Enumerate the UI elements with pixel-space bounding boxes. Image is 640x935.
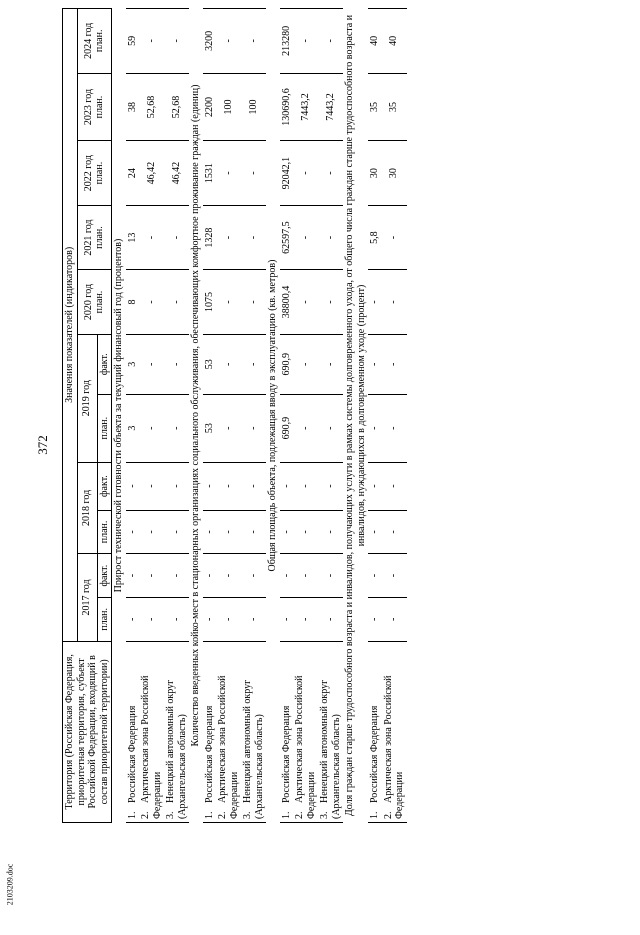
value-cell: - — [318, 270, 343, 334]
value-cell: 690,9 — [280, 334, 294, 394]
table-row — [139, 9, 164, 823]
table-row — [382, 9, 407, 823]
value-cell: - — [241, 334, 266, 394]
territory-header: Территория (Российская Федерация, приоритетная территория, субъект Российской Федерации, входящий в состав приоритетной территории) — [63, 641, 112, 822]
value-cell: - — [318, 394, 343, 462]
value-cell: 59 — [126, 9, 140, 74]
value-cell: - — [216, 462, 241, 510]
value-cell: - — [241, 554, 266, 598]
year-2024-header: 2024 год план. — [77, 9, 112, 74]
value-cell: 30 — [382, 141, 407, 205]
table-row — [203, 9, 217, 823]
territory-name: Российская Федерация — [203, 705, 215, 803]
value-cell: - — [139, 597, 164, 641]
value-cell: - — [382, 394, 407, 462]
value-cell: - — [318, 510, 343, 554]
section-title: Количество введенных койко-мест в стационарных организациях социального обслуживания, обеспечивающих комфортное проживание граждан (единиц) — [190, 84, 201, 747]
value-cell: - — [126, 510, 140, 554]
value-cell: 38800,4 — [280, 270, 294, 334]
value-cell: 3 — [126, 334, 140, 394]
row-number: 1. — [203, 811, 215, 819]
value-cell: 52,68 — [164, 73, 189, 141]
row-number: 2. — [382, 811, 394, 819]
year-2022-header: 2022 год план. — [77, 141, 112, 205]
value-cell: 3200 — [203, 9, 217, 74]
year-2018-header: 2018 год — [77, 462, 97, 554]
value-cell: - — [293, 205, 318, 269]
territory-name: Российская Федерация — [369, 705, 380, 803]
territory-name: Арктическая зона Российской Федерации — [217, 675, 240, 819]
row-number: 2. — [217, 811, 228, 819]
row-number: 2. — [294, 811, 305, 819]
value-cell: - — [203, 597, 217, 641]
value-cell: 3 — [126, 394, 140, 462]
table-row — [318, 9, 343, 823]
table-row — [241, 9, 266, 823]
value-cell: - — [164, 462, 189, 510]
territory-cell — [382, 641, 407, 822]
fact-2017-header: факт. — [97, 554, 112, 598]
territory-cell — [216, 641, 241, 822]
value-cell: - — [382, 334, 407, 394]
territory-name: Российская Федерация — [126, 705, 138, 803]
value-cell: - — [241, 141, 266, 205]
territory-cell — [126, 641, 140, 822]
territory-name: Российская Федерация — [280, 705, 292, 803]
value-cell: - — [382, 462, 407, 510]
value-cell: - — [293, 597, 318, 641]
table-row — [293, 9, 318, 823]
value-cell: - — [368, 597, 382, 641]
value-cell: - — [382, 205, 407, 269]
value-cell: - — [139, 9, 164, 74]
value-cell: - — [203, 462, 217, 510]
value-cell: - — [216, 510, 241, 554]
value-cell: 13 — [126, 205, 140, 269]
value-cell: 7443,2 — [293, 73, 318, 141]
row-number: 1. — [369, 811, 380, 819]
value-cell: 2200 — [203, 73, 217, 141]
value-cell: 30 — [368, 141, 382, 205]
territory-cell — [280, 641, 294, 822]
territory-cell — [368, 641, 382, 822]
value-cell: - — [164, 554, 189, 598]
value-cell: - — [318, 597, 343, 641]
value-cell: - — [216, 554, 241, 598]
rotated-table-container — [62, 8, 620, 823]
section-title: Доля граждан старше трудоспособного возраста и инвалидов, получающих услуги в рамках системы долговременного ухода, от общего числа граждан старше трудоспособного возраста и инвалидов, нуждающихся в долговременном уходе (процент) — [344, 14, 367, 817]
value-cell: - — [318, 462, 343, 510]
value-cell: - — [293, 554, 318, 598]
value-cell: - — [368, 462, 382, 510]
value-cell: 24 — [126, 141, 140, 205]
value-cell: - — [280, 462, 294, 510]
value-cell: - — [164, 597, 189, 641]
value-cell: - — [293, 394, 318, 462]
row-number: 1. — [126, 811, 138, 819]
value-cell: 130690,6 — [280, 73, 294, 141]
value-cell: - — [241, 394, 266, 462]
value-cell: - — [382, 270, 407, 334]
value-cell: - — [139, 334, 164, 394]
section-title: Прирост технической готовности объекта за текущий финансовый год (процентов) — [113, 238, 124, 593]
value-cell: - — [241, 462, 266, 510]
plan-2019-header: план. — [97, 394, 112, 462]
table-row — [216, 9, 241, 823]
territory-name: Арктическая зона Российской Федерации — [140, 675, 163, 819]
year-2023-header: 2023 год план. — [77, 73, 112, 141]
territory-cell — [164, 641, 189, 822]
year-2019-header: 2019 год — [77, 334, 97, 462]
value-cell: 1531 — [203, 141, 217, 205]
value-cell: - — [293, 270, 318, 334]
value-cell: - — [203, 554, 217, 598]
fact-2018-header: факт. — [97, 462, 112, 510]
value-cell: - — [241, 597, 266, 641]
value-cell: 100 — [241, 73, 266, 141]
territory-name: Ненецкий автономный округ (Архангельская область) — [242, 679, 265, 819]
value-cell: - — [241, 205, 266, 269]
value-cell: - — [203, 510, 217, 554]
value-cell: - — [139, 394, 164, 462]
value-cell: - — [280, 510, 294, 554]
value-cell: 35 — [382, 73, 407, 141]
page-number: 372 — [35, 435, 50, 455]
section-title: Общая площадь объекта, подлежащая вводу в эксплуатацию (кв. метров) — [267, 259, 278, 572]
section-row — [112, 9, 126, 823]
value-cell: 52,68 — [139, 73, 164, 141]
value-cell: - — [216, 270, 241, 334]
value-cell: - — [368, 270, 382, 334]
year-2017-header: 2017 год — [77, 554, 97, 641]
value-cell: - — [368, 394, 382, 462]
year-2020-header: 2020 год план. — [77, 270, 112, 334]
value-cell: - — [293, 462, 318, 510]
value-cell: 40 — [368, 9, 382, 74]
value-cell: - — [139, 510, 164, 554]
value-cell: 92042,1 — [280, 141, 294, 205]
territory-cell — [318, 641, 343, 822]
section-row — [343, 9, 368, 823]
value-cell: 1328 — [203, 205, 217, 269]
value-cell: - — [241, 510, 266, 554]
rotated-table-frame — [62, 8, 620, 823]
value-cell: - — [368, 554, 382, 598]
territory-cell — [203, 641, 217, 822]
value-cell: - — [216, 9, 241, 74]
value-cell: 8 — [126, 270, 140, 334]
value-cell: 1075 — [203, 270, 217, 334]
fact-2019-header: факт. — [97, 334, 112, 394]
value-cell: - — [368, 334, 382, 394]
value-cell: - — [216, 334, 241, 394]
value-cell: - — [216, 141, 241, 205]
value-cell: 62597,5 — [280, 205, 294, 269]
value-cell: - — [318, 9, 343, 74]
territory-name: Арктическая зона Российской Федерации — [294, 675, 317, 819]
value-cell: 40 — [382, 9, 407, 74]
value-cell: - — [164, 205, 189, 269]
value-cell: - — [293, 510, 318, 554]
value-cell: 213280 — [280, 9, 294, 74]
value-cell: - — [318, 334, 343, 394]
value-cell: - — [139, 205, 164, 269]
indicators-header: Значения показателей (индикаторов) — [63, 9, 78, 642]
value-cell: - — [293, 141, 318, 205]
section-row — [189, 9, 203, 823]
row-number: 3. — [319, 811, 330, 819]
row-number: 1. — [280, 811, 292, 819]
row-number: 3. — [242, 811, 253, 819]
value-cell: - — [293, 9, 318, 74]
value-cell: - — [216, 394, 241, 462]
value-cell: 7443,2 — [318, 73, 343, 141]
table-row — [368, 9, 382, 823]
value-cell: - — [280, 554, 294, 598]
value-cell: - — [318, 141, 343, 205]
table-row — [126, 9, 140, 823]
territory-name: Арктическая зона Российской Федерации — [382, 675, 405, 819]
plan-2017-header: план. — [97, 597, 112, 641]
value-cell: 46,42 — [164, 141, 189, 205]
table-row — [164, 9, 189, 823]
territory-cell — [241, 641, 266, 822]
table-row — [280, 9, 294, 823]
value-cell: - — [126, 597, 140, 641]
value-cell: - — [139, 270, 164, 334]
value-cell: 38 — [126, 73, 140, 141]
year-2021-header: 2021 год план. — [77, 205, 112, 269]
value-cell: 35 — [368, 73, 382, 141]
value-cell: - — [164, 394, 189, 462]
value-cell: 5,8 — [368, 205, 382, 269]
value-cell: - — [216, 205, 241, 269]
value-cell: - — [139, 462, 164, 510]
value-cell: - — [126, 554, 140, 598]
territory-cell — [293, 641, 318, 822]
value-cell: - — [126, 462, 140, 510]
value-cell: - — [368, 510, 382, 554]
indicators-table-body — [112, 9, 407, 823]
territory-name: Ненецкий автономный округ (Архангельская область) — [319, 679, 342, 819]
value-cell: - — [382, 510, 407, 554]
value-cell: - — [241, 9, 266, 74]
value-cell: - — [164, 510, 189, 554]
value-cell: 53 — [203, 334, 217, 394]
territory-name: Ненецкий автономный округ (Архангельская область) — [165, 679, 188, 819]
territory-cell — [139, 641, 164, 822]
value-cell: - — [241, 270, 266, 334]
value-cell: - — [318, 205, 343, 269]
value-cell: - — [216, 597, 241, 641]
value-cell: - — [164, 9, 189, 74]
value-cell: - — [293, 334, 318, 394]
value-cell: 53 — [203, 394, 217, 462]
value-cell: - — [139, 554, 164, 598]
plan-2018-header: план. — [97, 510, 112, 554]
value-cell: 690,9 — [280, 394, 294, 462]
row-number: 2. — [140, 811, 151, 819]
section-row — [266, 9, 280, 823]
row-number: 3. — [165, 811, 176, 819]
value-cell: 46,42 — [139, 141, 164, 205]
document-id: 2103209.doc — [5, 863, 15, 906]
value-cell: - — [164, 270, 189, 334]
indicators-table — [62, 8, 407, 823]
value-cell: - — [164, 334, 189, 394]
value-cell: - — [382, 597, 407, 641]
value-cell: 100 — [216, 73, 241, 141]
value-cell: - — [318, 554, 343, 598]
value-cell: - — [280, 597, 294, 641]
value-cell: - — [382, 554, 407, 598]
